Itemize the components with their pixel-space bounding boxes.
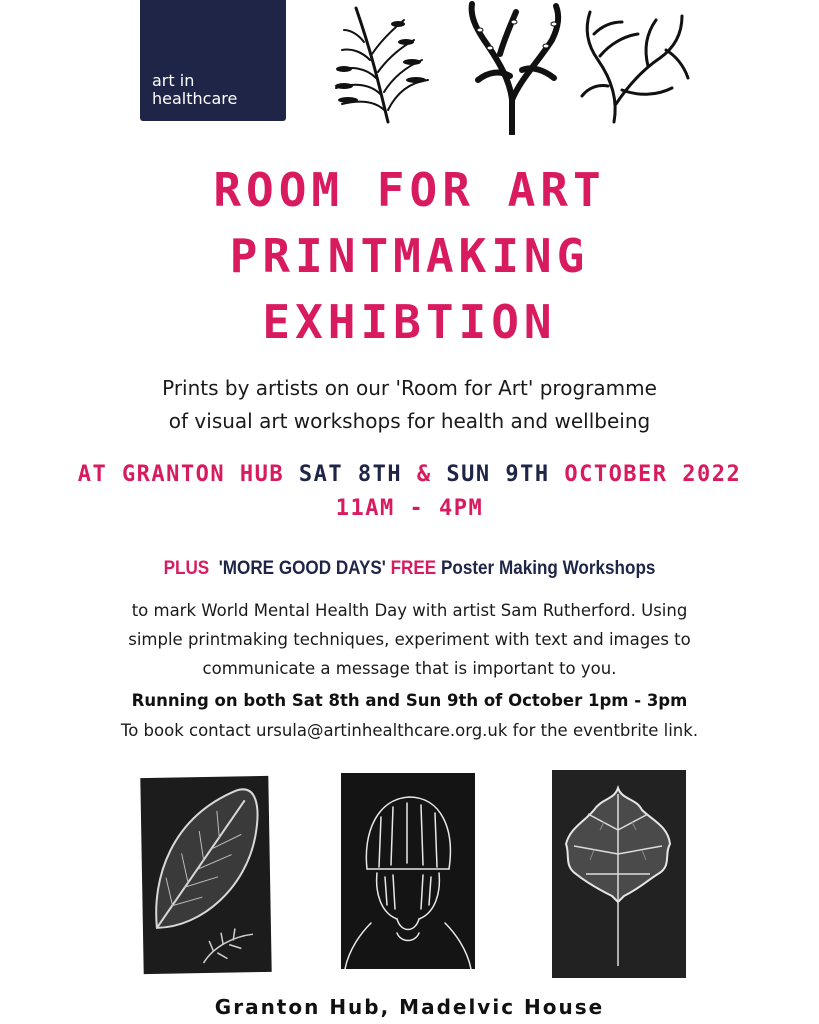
plus-workshops-heading xyxy=(41,555,778,583)
booking-contact: To book contact ursula@artinhealthcare.org.uk for the eventbrite link. xyxy=(120,721,699,740)
title-line-3: EXHIBTION xyxy=(262,295,557,349)
event-location: AT GRANTON HUB xyxy=(77,462,285,487)
leaf-print-2 xyxy=(552,770,686,978)
art-in-healthcare-logo xyxy=(140,0,286,121)
logo-line-1: art in xyxy=(152,71,195,90)
workshop-description xyxy=(0,596,819,683)
workshop-type: Poster Making Workshops xyxy=(440,558,656,579)
workshop-schedule: Running on both Sat 8th and Sun 9th of October 1pm - 3pm xyxy=(131,691,688,710)
seaweed-print-2 xyxy=(460,0,570,135)
title-line-2: PRINTMAKING xyxy=(229,229,590,283)
title-line-1: ROOM FOR ART xyxy=(213,163,606,217)
subtitle xyxy=(0,372,819,438)
description-line-1: to mark World Mental Health Day with artist Sam Rutherford. Using xyxy=(131,601,688,620)
description-line-3: communicate a message that is important to you. xyxy=(202,659,617,678)
event-date-sat: SAT 8TH xyxy=(298,462,403,487)
subtitle-line-1: Prints by artists on our 'Room for Art' programme xyxy=(162,376,657,400)
leaf-print-1 xyxy=(140,776,271,974)
event-ampersand: & xyxy=(416,462,432,487)
event-time: 11AM - 4PM xyxy=(335,496,484,521)
event-month: OCTOBER 2022 xyxy=(564,462,742,487)
plus-label: PLUS xyxy=(163,558,210,579)
seaweed-print-1 xyxy=(318,0,443,125)
event-dates xyxy=(0,460,819,490)
face-in-hands-print xyxy=(341,773,475,969)
seaweed-print-3 xyxy=(578,0,694,125)
venue-footer: Granton Hub, Madelvic House xyxy=(214,995,605,1019)
free-label: FREE xyxy=(390,558,437,579)
subtitle-line-2: of visual art workshops for health and wellbeing xyxy=(168,409,651,433)
event-date-sun: SUN 9TH xyxy=(446,462,550,487)
logo-line-2: healthcare xyxy=(152,89,238,108)
workshop-name: 'MORE GOOD DAYS' xyxy=(218,558,386,579)
description-line-2: simple printmaking techniques, experiment with text and images to xyxy=(128,630,691,649)
